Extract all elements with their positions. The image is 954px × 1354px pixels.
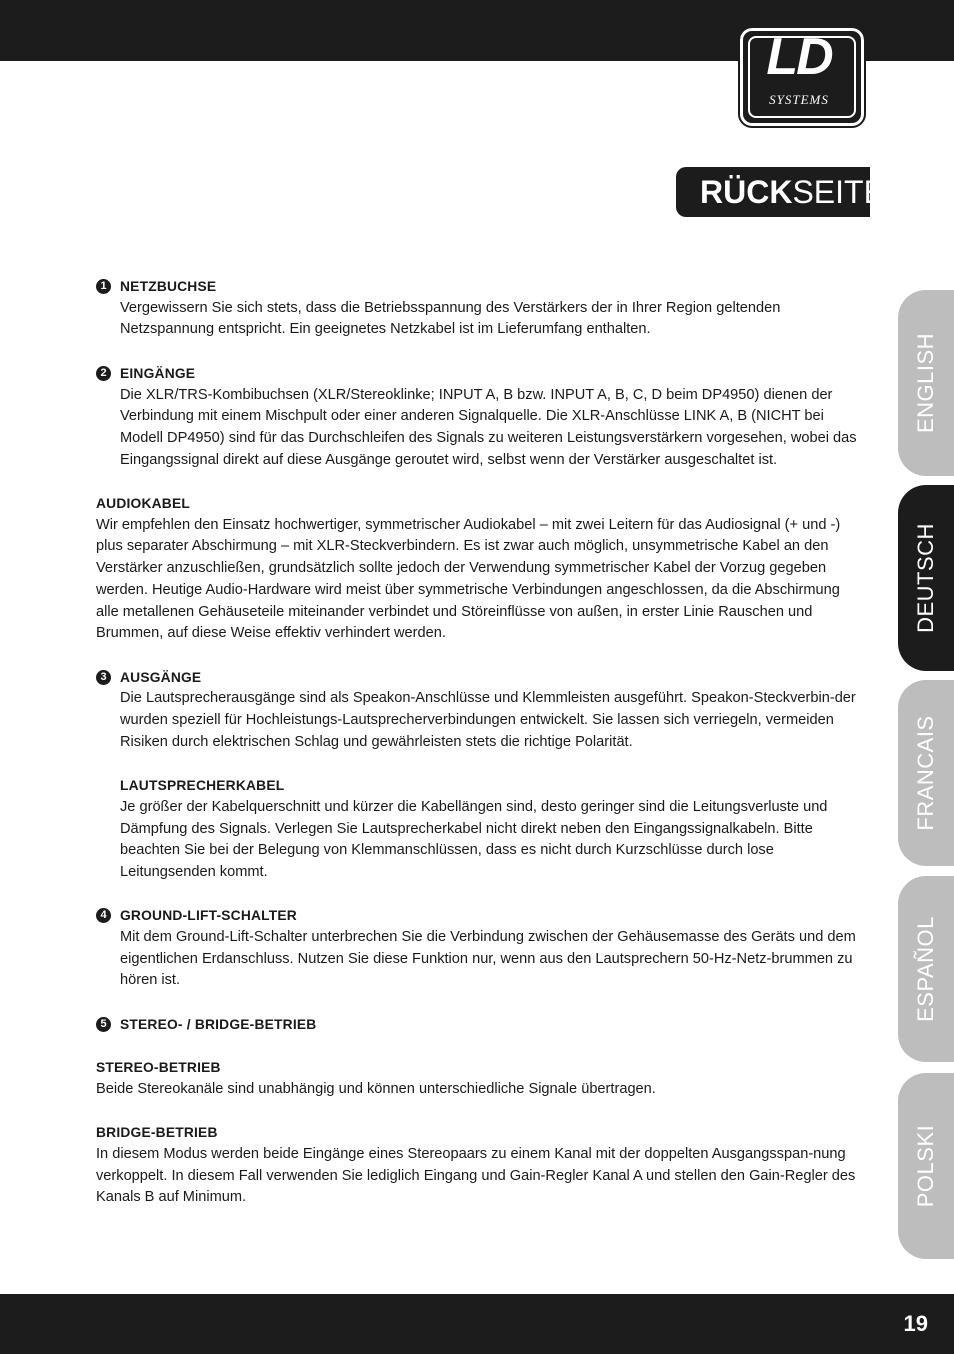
section-audiokabel [96,493,861,645]
section-stereo-bridge [96,1014,861,1036]
tab-polski-label: POLSKI [913,1124,938,1208]
section-heading: AUSGÄNGE [120,669,202,685]
tab-francais[interactable] [898,680,954,866]
tab-english-label: ENGLISH [913,332,938,434]
section-eingaenge [96,363,861,472]
number-badge: 1 [96,279,111,294]
tab-english[interactable] [898,290,954,476]
section-text: Mit dem Ground-Lift-Schalter unterbrechen Sie die Verbindung zwischen der Gehäusemasse des Geräts und dem eigentlichen Erdanschluss. Nutzen Sie diese Funktion nur, wenn aus den Lautsprechern 50-Hz-Netz-brummen zu hören ist. [120,929,856,989]
section-heading: NETZBUCHSE [120,279,217,294]
section-text: Die XLR/TRS-Kombibuchsen (XLR/Stereoklinke; INPUT A, B bzw. INPUT A, B, C, D beim DP4950) dienen der Verbindung mit einem Mischpult oder einer anderen Signalquelle. Die XLR-Anschlüsse LINK A, B (NICHT bei Modell DP4950) sind für das Durchschleifen des Signals zu weiteren Leistungsverstärkern vorgesehen, wobei das Eingangssignal direkt auf diese Ausgänge geroutet wird, selbst wenn der Verstärker ausgeschaltet ist. [120,386,857,468]
page-number: 19 [903,1311,928,1336]
section-text: In diesem Modus werden beide Eingänge eines Stereopaars zu einem Kanal mit der doppelten Ausgangsspan-nung verkoppelt. In diesem Fall verwenden Sie lediglich Eingang und Gain-Regler Kanal A und stellen den Gain-Regler des Kanals B auf Minimum. [96,1146,856,1206]
section-heading: STEREO- / BRIDGE-BETRIEB [120,1016,317,1032]
number-badge: 4 [96,908,111,923]
section-ausgaenge [96,667,861,884]
logo-ld-text: LD [766,28,832,86]
tab-francais-label: FRANCAIS [913,715,938,831]
section-heading: STEREO-BETRIEB [96,1060,221,1076]
section-heading: EINGÄNGE [120,365,196,381]
page-title-rest: SEITE: [792,174,894,210]
section-netzbuchse [96,276,861,341]
tab-deutsch-label: DEUTSCH [913,523,938,633]
tab-espanol-label: ESPAÑOL [913,916,938,1022]
section-ground-lift [96,905,861,992]
main-content [96,276,861,1231]
number-badge: 2 [96,366,111,381]
logo-systems-text: SYSTEMS [769,92,829,107]
bottom-bar [0,1294,954,1354]
section-text: Vergewissern Sie sich stets, dass die Betriebsspannung des Verstärkers der in Ihrer Region geltenden Netzspannung entspricht. Ein geeignetes Netzkabel ist im Lieferumfang enthalten. [120,299,781,338]
number-badge: 5 [96,1017,111,1032]
tab-deutsch[interactable] [898,485,954,671]
section-bridge-betrieb [96,1122,861,1209]
page-title [676,167,894,217]
number-badge: 3 [96,670,111,685]
spacer [120,753,861,775]
tab-espanol[interactable] [898,876,954,1062]
sub-heading-lautsprecherkabel: LAUTSPRECHERKABEL [120,778,285,794]
section-text: Beide Stereokanäle sind unabhängig und können unterschiedliche Signale übertragen. [96,1080,656,1097]
ld-systems-logo [740,28,864,126]
section-stereo-betrieb [96,1057,861,1100]
section-text: Wir empfehlen den Einsatz hochwertiger, symmetrischer Audiokabel – mit zwei Leitern für das Audiosignal (+ und -) plus separater Abschirmung – mit XLR-Steckverbindern. Es ist zwar auch möglich, unsymmetrische Kabel an den Verstärker anzuschließen, grundsätzlich sollte jedoch der Verwendung symmetrischer Kabel der Vorzug gegeben werden. Heutige Audio-Hardware wird meist über symmetrische Verbindungen angeschlossen, da die Abschirmung alle metallenen Gehäuseteile miteinander verbindet und Störeinflüsse von außen, in erster Linie Rauschen und Brummen, auf diese Weise effektiv verhindert werden. [96,516,841,642]
sub-text-lautsprecherkabel: Je größer der Kabelquerschnitt und kürzer die Kabellängen sind, desto geringer sind die Leitungsverluste und Dämpfung des Signals. Verlegen Sie Lautsprecherkabel nicht direkt neben den Eingangssignalkabeln. Bitte beachten Sie bei der Belegung von Klemmanschlüssen, dass es nicht durch Kurzschlüsse durch lose Leitungsenden kommt. [120,798,828,880]
section-heading: BRIDGE-BETRIEB [96,1125,218,1141]
section-text: Die Lautsprecherausgänge sind als Speakon-Anschlüsse und Klemmleisten ausgeführt. Speakon-Steckverbin-der wurden speziell für Hochleistungs-Lautsprecherverbindungen entwickelt. Sie lassen sich verriegeln, vermeiden Risiken durch elektrischen Schlag und gewährleisten stets die richtige Polarität. [120,690,856,750]
tab-polski[interactable] [898,1073,954,1259]
page-title-bold: RÜCK [700,174,793,210]
section-heading: GROUND-LIFT-SCHALTER [120,908,297,924]
section-heading: AUDIOKABEL [96,496,190,511]
